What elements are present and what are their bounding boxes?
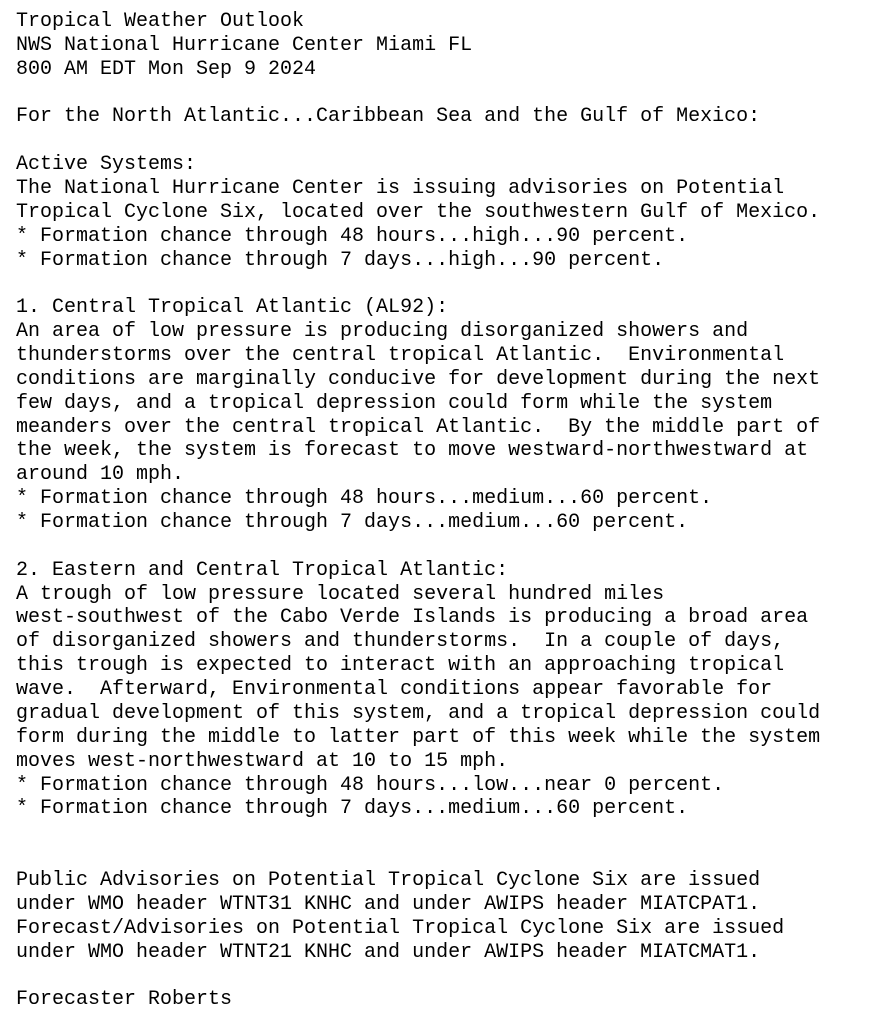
text-line: under WMO header WTNT21 KNHC and under AWIPS header MIATCMAT1.: [16, 940, 761, 964]
formation-chance-line: * Formation chance through 7 days...medium...60 percent.: [16, 511, 689, 535]
formation-chance-line: * Formation chance through 48 hours...low...near 0 percent.: [16, 773, 725, 797]
formation-chance-line: * Formation chance through 7 days...medium...60 percent.: [16, 797, 689, 821]
basin-line: For the North Atlantic...Caribbean Sea and the Gulf of Mexico:: [16, 105, 761, 129]
section2-heading: 2. Eastern and Central Tropical Atlantic:: [16, 558, 509, 582]
advisory-info-section: [16, 869, 861, 964]
text-line: The National Hurricane Center is issuing advisories on Potential: [16, 177, 785, 201]
formation-chance-line: * Formation chance through 7 days...high...90 percent.: [16, 248, 665, 272]
outlook-section-2: [16, 559, 861, 821]
text-line: Tropical Cyclone Six, located over the southwestern Gulf of Mexico.: [16, 200, 821, 224]
formation-chance-line: * Formation chance through 48 hours...medium...60 percent.: [16, 487, 713, 511]
text-line: gradual development of this system, and a tropical depression could: [16, 701, 821, 725]
issuing-agency: NWS National Hurricane Center Miami FL: [16, 33, 473, 57]
text-line: wave. Afterward, Environmental conditions appear favorable for: [16, 678, 773, 702]
text-line: this trough is expected to interact with an approaching tropical: [16, 654, 785, 678]
active-systems-heading: Active Systems:: [16, 153, 197, 177]
report-header: [16, 10, 861, 82]
active-systems-section: [16, 153, 861, 272]
text-line: of disorganized showers and thunderstorms. In a couple of days,: [16, 630, 785, 654]
text-line: thunderstorms over the central tropical Atlantic. Environmental: [16, 344, 785, 368]
text-line: few days, and a tropical depression could form while the system: [16, 391, 773, 415]
text-line: Public Advisories on Potential Tropical Cyclone Six are issued: [16, 868, 761, 892]
text-line: around 10 mph.: [16, 463, 185, 487]
text-line: conditions are marginally conducive for development during the next: [16, 367, 821, 391]
text-line: meanders over the central tropical Atlantic. By the middle part of: [16, 415, 821, 439]
outlook-section-1: [16, 296, 861, 535]
text-line: moves west-northwestward at 10 to 15 mph.: [16, 749, 509, 773]
text-line: form during the middle to latter part of this week while the system: [16, 725, 821, 749]
text-line: west-southwest of the Cabo Verde Islands is producing a broad area: [16, 606, 809, 630]
text-line: An area of low pressure is producing disorganized showers and: [16, 320, 749, 344]
issue-time: 800 AM EDT Mon Sep 9 2024: [16, 57, 317, 81]
text-line: under WMO header WTNT31 KNHC and under AWIPS header MIATCPAT1.: [16, 892, 761, 916]
forecaster-signature: Forecaster Roberts: [16, 988, 233, 1012]
section1-heading: 1. Central Tropical Atlantic (AL92):: [16, 296, 449, 320]
formation-chance-line: * Formation chance through 48 hours...high...90 percent.: [16, 224, 689, 248]
text-line: Forecast/Advisories on Potential Tropical Cyclone Six are issued: [16, 916, 785, 940]
report-title: Tropical Weather Outlook: [16, 10, 305, 33]
text-line: the week, the system is forecast to move westward-northwestward at: [16, 439, 809, 463]
text-line: A trough of low pressure located several hundred miles: [16, 582, 665, 606]
